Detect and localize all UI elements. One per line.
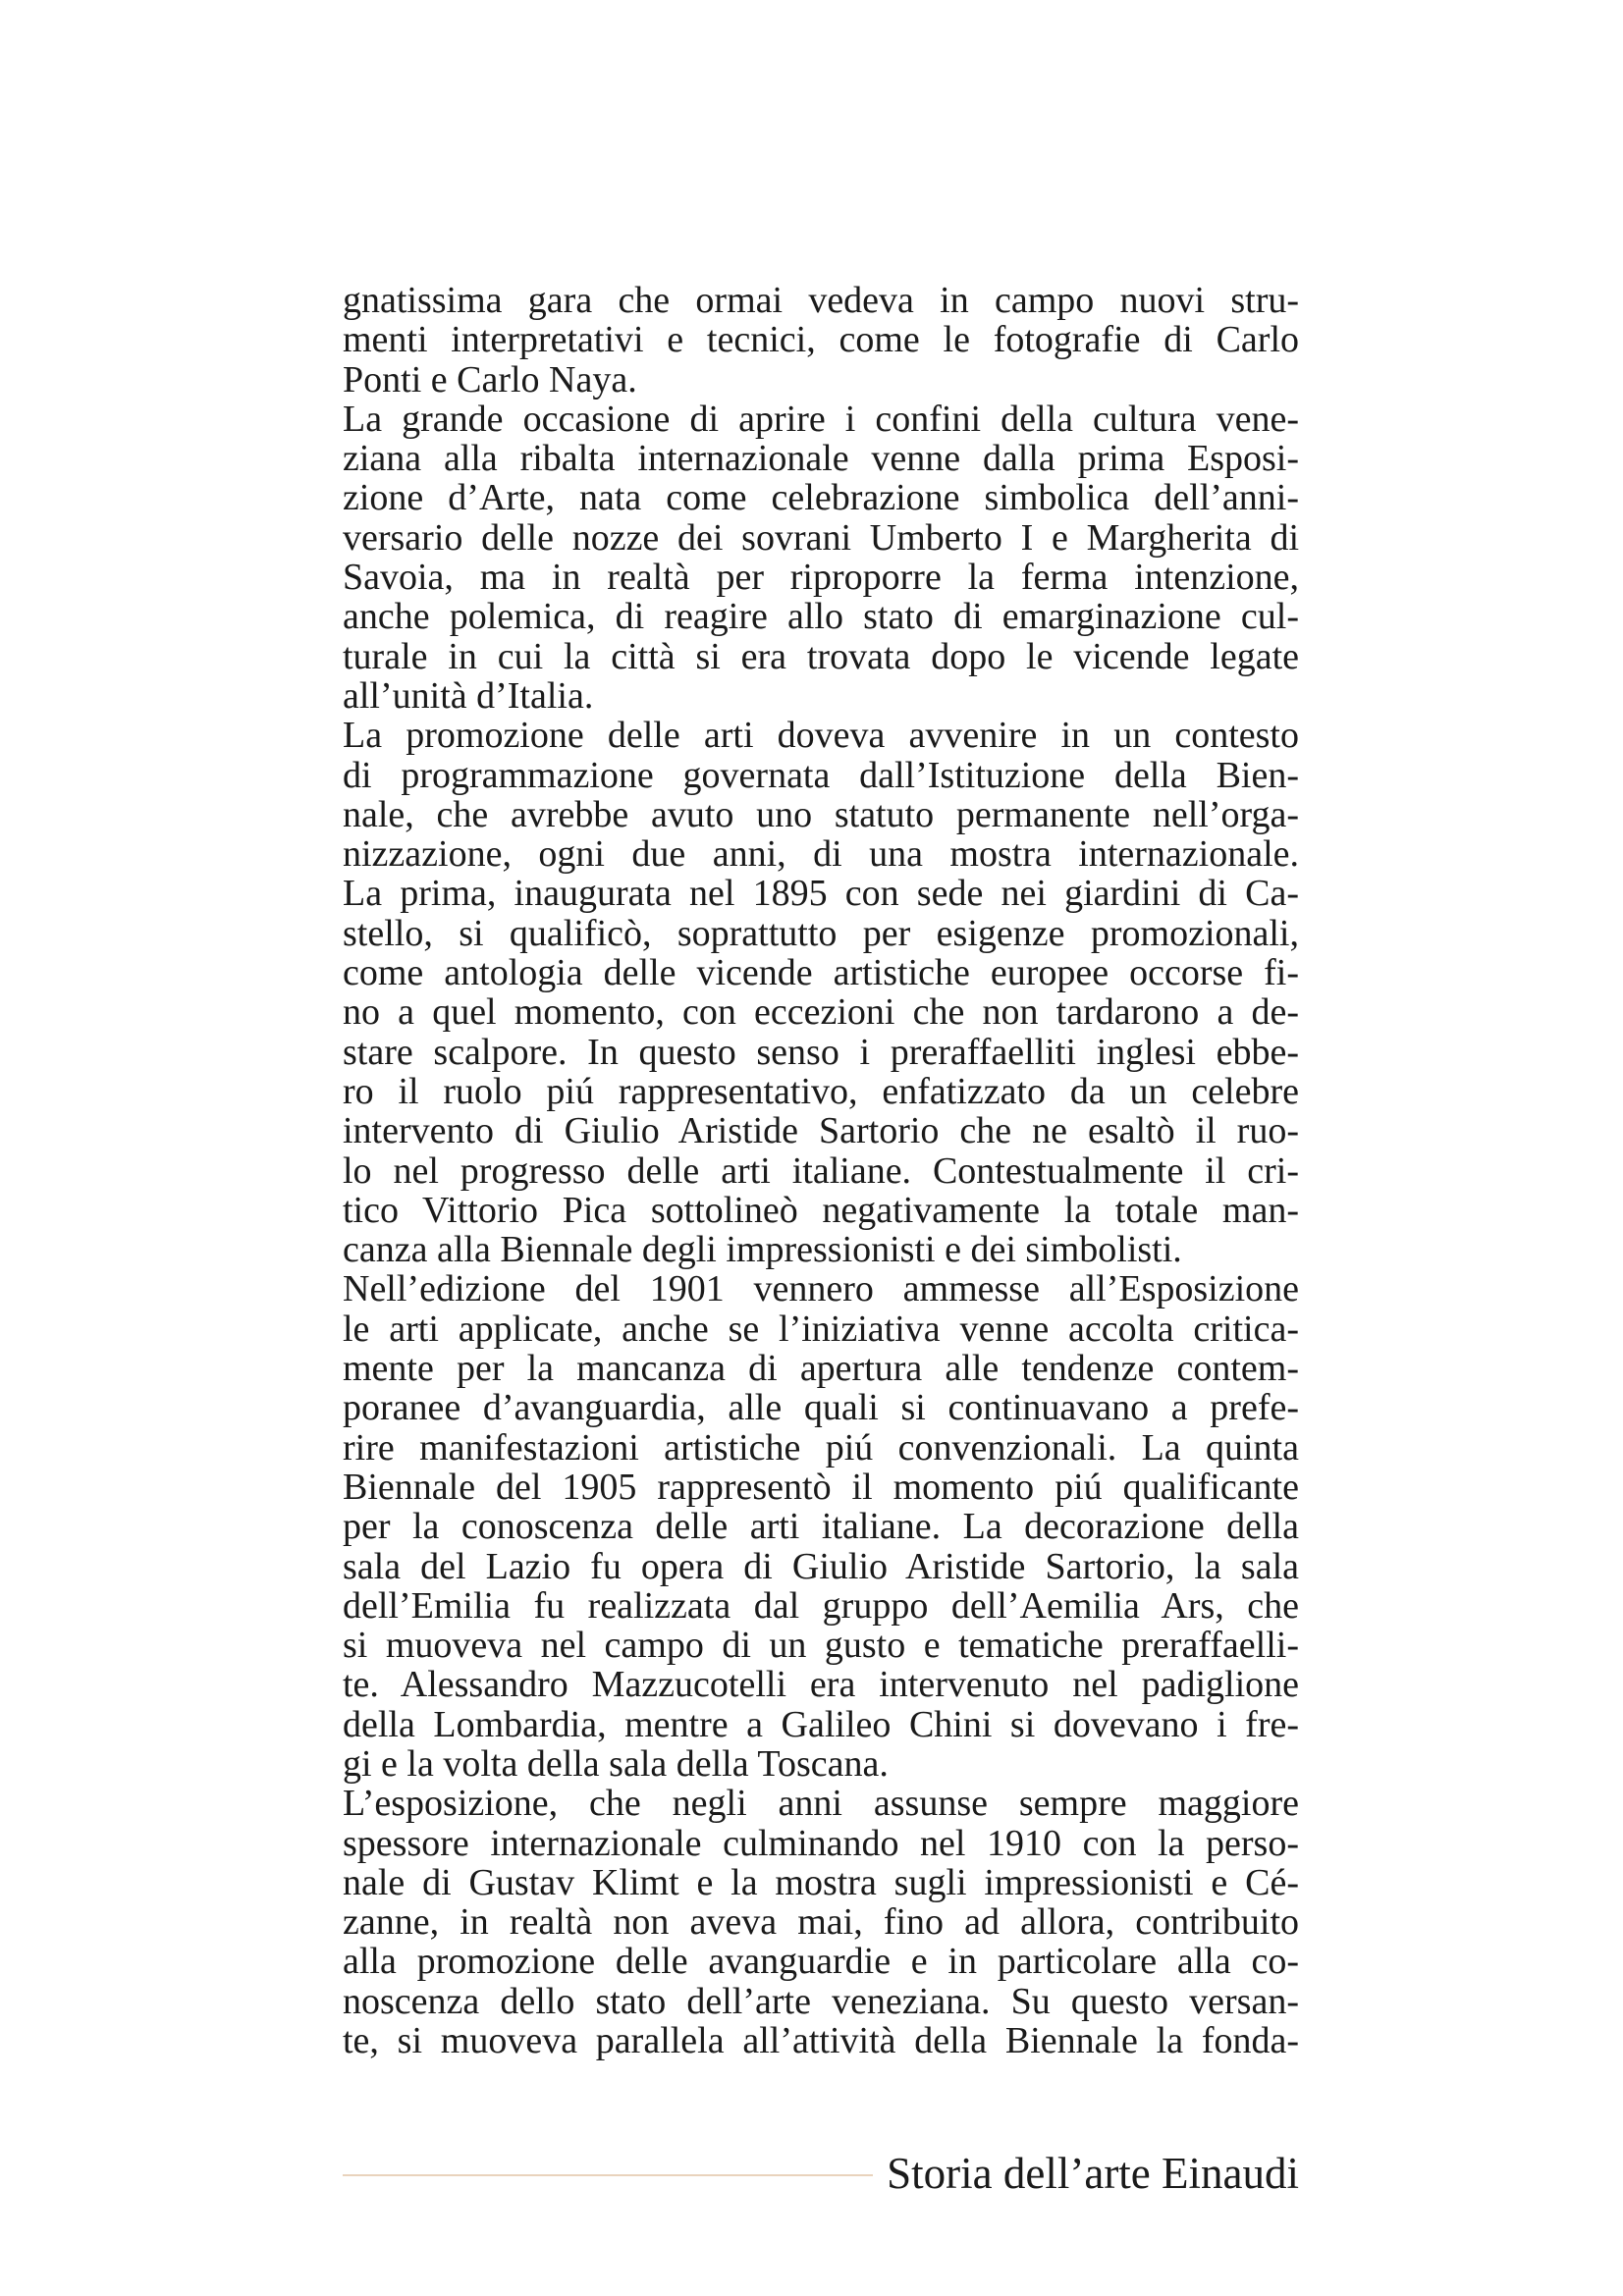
text-line: te. Alessandro Mazzucotelli era intervenuto nel padiglione	[343, 1664, 1299, 1706]
paragraph	[343, 1269, 1299, 1784]
text-line: zione d’Arte, nata come celebrazione simbolica dell’anni-	[343, 477, 1299, 519]
text-line: L’esposizione, che negli anni assunse sempre maggiore	[343, 1783, 1299, 1825]
text-line: zanne, in realtà non aveva mai, fino ad allora, contribuito	[343, 1901, 1299, 1944]
text-line: Biennale del 1905 rappresentò il momento piú qualificante	[343, 1466, 1299, 1508]
text-line: intervento di Giulio Aristide Sartorio che ne esaltò il ruo-	[343, 1110, 1299, 1152]
text-line: della Lombardia, mentre a Galileo Chini si dovevano i fre-	[343, 1703, 1299, 1745]
text-line: rire manifestazioni artistiche piú convenzionali. La quinta	[343, 1426, 1299, 1468]
text-line: menti interpretativi e tecnici, come le fotografie di Carlo	[343, 319, 1299, 361]
text-line: di programmazione governata dall’Istituzione della Bien-	[343, 754, 1299, 796]
text-line: gi e la volta della sala della Toscana.	[343, 1742, 889, 1785]
text-line: alla promozione delle avanguardie e in particolare alla co-	[343, 1941, 1299, 1983]
text-line: Savoia, ma in realtà per riproporre la ferma intenzione,	[343, 557, 1299, 599]
text-line: spessore internazionale culminando nel 1910 con la perso-	[343, 1822, 1299, 1864]
text-line: ro il ruolo piú rappresentativo, enfatizzato da un celebre	[343, 1070, 1299, 1112]
text-line: canza alla Biennale degli impressionisti e dei simbolisti.	[343, 1229, 1182, 1271]
footer-title: Storia dell’arte Einaudi	[887, 2149, 1299, 2198]
text-line: versario delle nozze dei sovrani Umberto I e Margherita di	[343, 516, 1299, 559]
text-line: gnatissima gara che ormai vedeva in campo nuovi stru-	[343, 280, 1299, 321]
text-line: tico Vittorio Pica sottolineò negativamente la totale man-	[343, 1189, 1299, 1231]
text-line: turale in cui la città si era trovata dopo le vicende legate	[343, 635, 1299, 677]
paragraph	[343, 716, 1299, 1269]
text-line: stare scalpore. In questo senso i preraffaelliti inglesi ebbe-	[343, 1031, 1299, 1073]
text-line: dell’Emilia fu realizzata dal gruppo dell’Aemilia Ars, che	[343, 1584, 1299, 1627]
paragraph	[343, 400, 1299, 716]
text-line: sala del Lazio fu opera di Giulio Aristide Sartorio, la sala	[343, 1545, 1299, 1587]
text-line: te, si muoveva parallela all’attività della Biennale la fonda-	[343, 2020, 1299, 2062]
paragraph	[343, 1784, 1299, 2060]
page-footer	[343, 2146, 1299, 2201]
text-line: no a quel momento, con eccezioni che non tardarono a de-	[343, 991, 1299, 1034]
text-line: mente per la mancanza di apertura alle tendenze contem-	[343, 1348, 1299, 1390]
text-line: Ponti e Carlo Naya.	[343, 358, 637, 400]
text-line: come antologia delle vicende artistiche europee occorse fi-	[343, 952, 1299, 994]
text-line: le arti applicate, anche se l’iniziativa venne accolta critica-	[343, 1308, 1299, 1350]
text-line: stello, si qualificò, soprattutto per esigenze promozionali,	[343, 912, 1299, 954]
text-line: poranee d’avanguardia, alle quali si continuavano a prefe-	[343, 1387, 1299, 1429]
text-line: Nell’edizione del 1901 vennero ammesse all’Esposizione	[343, 1268, 1299, 1310]
text-line: per la conoscenza delle arti italiane. La decorazione della	[343, 1506, 1299, 1548]
text-line: all’unità d’Italia.	[343, 674, 594, 717]
body-text	[343, 281, 1299, 2060]
text-line: ziana alla ribalta internazionale venne dalla prima Esposi-	[343, 438, 1299, 480]
text-line: La promozione delle arti doveva avvenire in un contesto	[343, 715, 1299, 757]
text-line: anche polemica, di reagire allo stato di emarginazione cul-	[343, 596, 1299, 638]
text-line: nale, che avrebbe avuto uno statuto permanente nell’orga-	[343, 793, 1299, 835]
text-line: nale di Gustav Klimt e la mostra sugli impressionisti e Cé-	[343, 1861, 1299, 1903]
text-line: si muoveva nel campo di un gusto e tematiche preraffaelli-	[343, 1625, 1299, 1667]
footer-divider	[343, 2174, 873, 2176]
text-line: La grande occasione di aprire i confini della cultura vene-	[343, 398, 1299, 440]
text-line: noscenza dello stato dell’arte veneziana. Su questo versan-	[343, 1980, 1299, 2022]
text-line: lo nel progresso delle arti italiane. Contestualmente il cri-	[343, 1149, 1299, 1192]
paragraph	[343, 281, 1299, 400]
text-line: nizzazione, ogni due anni, di una mostra internazionale.	[343, 833, 1299, 876]
text-line: La prima, inaugurata nel 1895 con sede nei giardini di Ca-	[343, 873, 1299, 915]
